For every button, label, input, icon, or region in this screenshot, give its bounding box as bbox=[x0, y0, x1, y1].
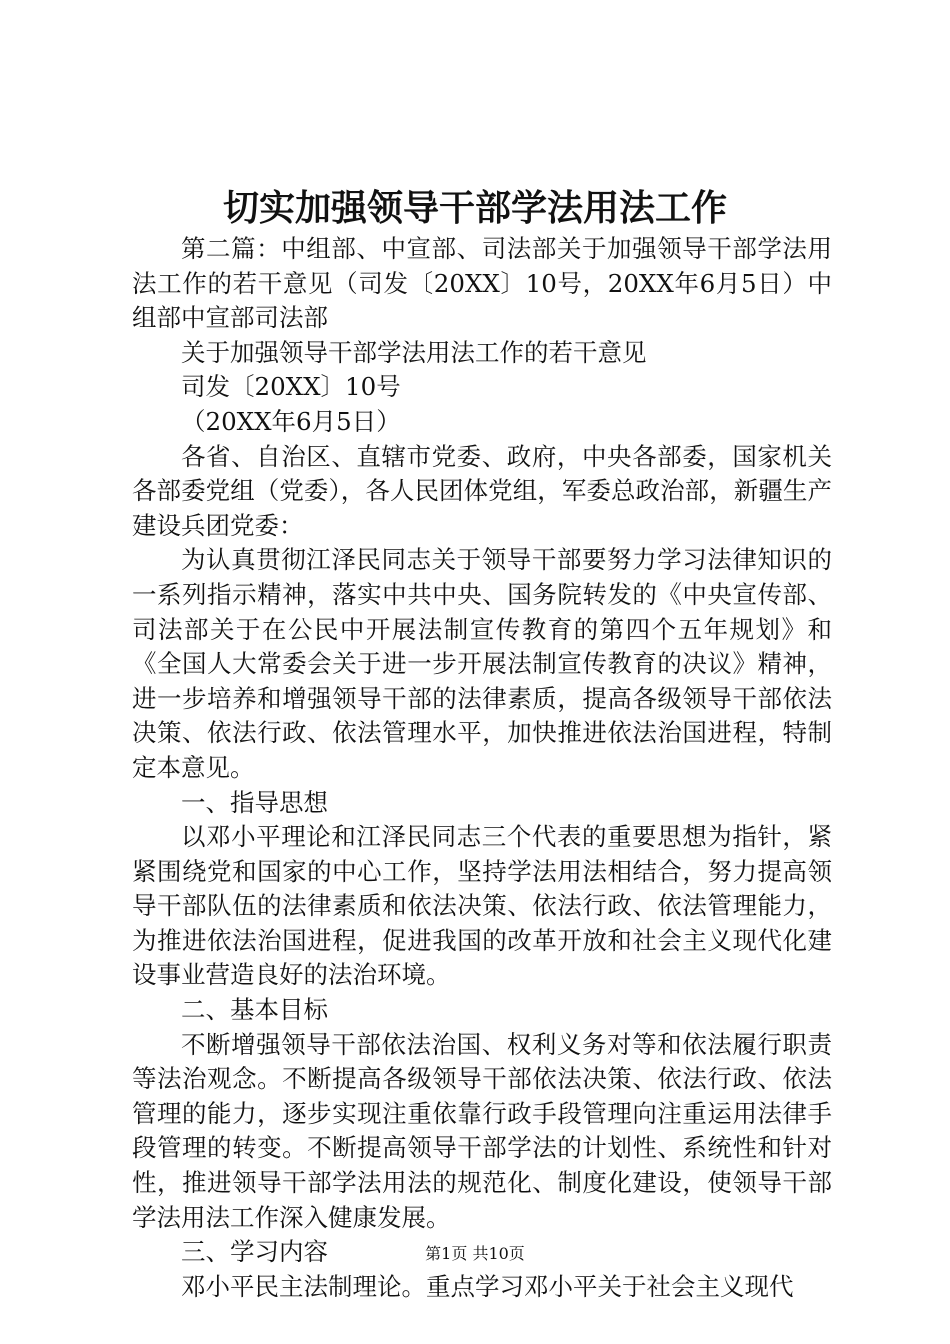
section-heading-basic-goals: 二、基本目标 bbox=[181, 995, 328, 1025]
section-heading-study-content: 三、学习内容 bbox=[181, 1237, 328, 1267]
document-date-line: （20XX年6月5日） bbox=[181, 406, 401, 436]
intro-paragraph: 第二篇：中组部、中宣部、司法部关于加强领导干部学法用法工作的若干意见（司发〔20XX〕10号，20XX年6月5日）中组部中宣部司法部 bbox=[132, 234, 832, 333]
document-title: 切实加强领导干部学法用法工作 bbox=[222, 187, 727, 229]
study-content-paragraph: 邓小平民主法制理论。重点学习邓小平关于社会主义现代 bbox=[181, 1271, 794, 1301]
basic-goals-paragraph: 不断增强领导干部依法治国、权利义务对等和依法履行职责等法治观念。不断提高各级领导干部依法决策、依法行政、依法管理的能力，逐步实现注重依靠行政手段管理向注重运用法律手段管理的转变。不断提高领导干部学法的计划性、系统性和针对性，推进领导干部学法用法的规范化、制度化建设，使领导干部学法用法工作深入健康发展。 bbox=[132, 1029, 832, 1232]
purpose-paragraph: 为认真贯彻江泽民同志关于领导干部要努力学习法律知识的一系列指示精神，落实中共中央、国务院转发的《中央宣传部、司法部关于在公民中开展法制宣传教育的第四个五年规划》和《全国人大常委会关于进一步开展法制宣传教育的决议》精神，进一步培养和增强领导干部的法律素质，提高各级领导干部依法决策、依法行政、依法管理水平，加快推进依法治国进程，特制定本意见。 bbox=[132, 545, 832, 782]
page-footer bbox=[0, 1243, 950, 1265]
document-number-line: 司发〔20XX〕10号 bbox=[181, 372, 401, 402]
opinion-title-line: 关于加强领导干部学法用法工作的若干意见 bbox=[181, 337, 647, 367]
section-heading-guiding-ideology: 一、指导思想 bbox=[181, 787, 328, 817]
page-indicator: 第1页 共10页 bbox=[425, 1244, 525, 1263]
document-body bbox=[132, 232, 832, 1304]
addressee-paragraph: 各省、自治区、直辖市党委、政府，中央各部委，国家机关各部委党组（党委），各人民团体党组，军委总政治部，新疆生产建设兵团党委： bbox=[132, 441, 832, 540]
guiding-ideology-paragraph: 以邓小平理论和江泽民同志三个代表的重要思想为指针，紧紧围绕党和国家的中心工作，坚持学法用法相结合，努力提高领导干部队伍的法律素质和依法决策、依法行政、依法管理能力，为推进依法治国进程，促进我国的改革开放和社会主义现代化建设事业营造良好的法治环境。 bbox=[132, 822, 832, 990]
